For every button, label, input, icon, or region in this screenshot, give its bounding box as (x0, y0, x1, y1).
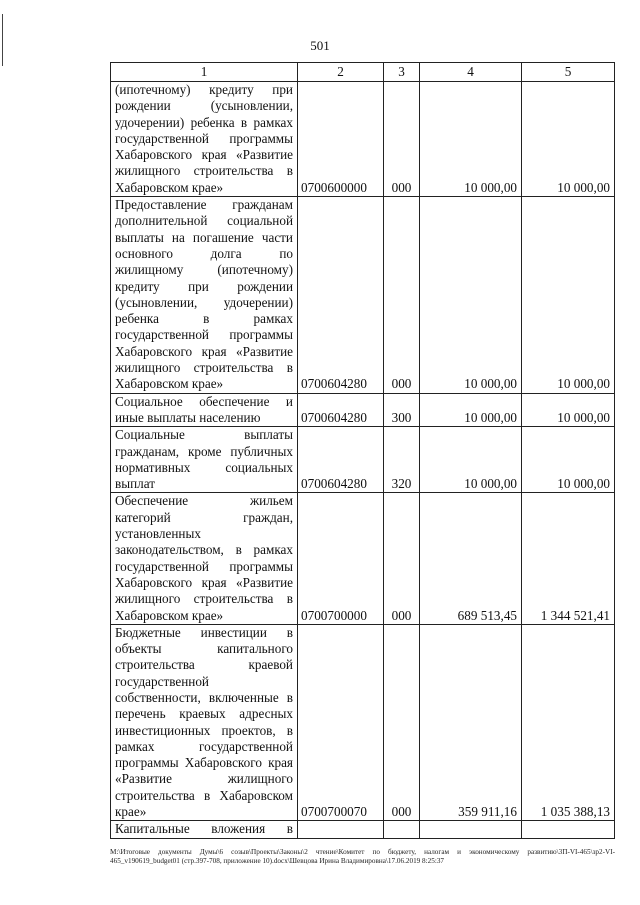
table-row (111, 197, 615, 394)
row-code: 0700604280 (298, 197, 384, 394)
row-sum-2020: 10 000,00 (522, 197, 615, 394)
table-row (111, 82, 615, 197)
page-number: 501 (310, 38, 330, 53)
row-sum-2020 (522, 821, 615, 838)
table-header-row (111, 63, 615, 82)
header-col-4: 4 (420, 63, 522, 82)
table-row (111, 493, 615, 624)
row-name: Предоставление гражданам дополнительной социальной выплаты на погашение части основного долга по жилищному (ипотечному) кредиту при рождении (усыновлении, удочерении) ребенка в рамках государственной программы Хабаровского края «Развитие жилищного строительства в Хабаровском крае» (111, 197, 298, 394)
row-sum-2020: 10 000,00 (522, 82, 615, 197)
header-col-5: 5 (522, 63, 615, 82)
row-type: 000 (384, 197, 420, 394)
row-code: 0700700070 (298, 624, 384, 821)
row-type (384, 821, 420, 838)
row-sum-2019 (420, 821, 522, 838)
row-sum-2020: 1 035 388,13 (522, 624, 615, 821)
row-type: 000 (384, 624, 420, 821)
table-row (111, 624, 615, 821)
table-row (111, 393, 615, 427)
table-row (111, 821, 615, 838)
row-type: 000 (384, 82, 420, 197)
file-path-footer: M:\Итоговые документы Думы\6 созыв\Проекты\Законы\2 чтение\Комитет по бюджету, налогам и экономическому развитию\3П-VI-465\зр2-VI-465_v190619_budget01 (стр.397-708, приложение 10).docx\Шевцова Ирина Владимировна\17.06.2019 8:25:37 (110, 848, 615, 865)
row-code: 0700700000 (298, 493, 384, 624)
row-sum-2019: 10 000,00 (420, 393, 522, 427)
row-name: Капитальные вложения в (111, 821, 298, 838)
row-sum-2020: 10 000,00 (522, 427, 615, 493)
row-sum-2019: 10 000,00 (420, 197, 522, 394)
row-code: 0700600000 (298, 82, 384, 197)
row-code (298, 821, 384, 838)
row-name: Обеспечение жильем категорий граждан, установленных законодательством, в рамках государственной программы Хабаровского края «Развитие жилищного строительства в Хабаровском крае» (111, 493, 298, 624)
row-sum-2019: 10 000,00 (420, 82, 522, 197)
row-sum-2019: 359 911,16 (420, 624, 522, 821)
header-col-1: 1 (111, 63, 298, 82)
budget-table (110, 62, 615, 839)
row-type: 320 (384, 427, 420, 493)
header-col-2: 2 (298, 63, 384, 82)
row-code: 0700604280 (298, 427, 384, 493)
row-sum-2020: 1 344 521,41 (522, 493, 615, 624)
row-name: Социальное обеспечение и иные выплаты населению (111, 393, 298, 427)
row-name: Социальные выплаты гражданам, кроме публичных нормативных социальных выплат (111, 427, 298, 493)
row-name: Бюджетные инвестиции в объекты капитального строительства краевой государственной собственности, включенные в перечень краевых адресных инвестиционных проектов, в рамках государственной программы Хабаровского края «Развитие жилищного строительства в Хабаровском крае» (111, 624, 298, 821)
row-sum-2019: 689 513,45 (420, 493, 522, 624)
header-col-3: 3 (384, 63, 420, 82)
row-sum-2020: 10 000,00 (522, 393, 615, 427)
row-name: (ипотечному) кредиту при рождении (усыновлении, удочерении) ребенка в рамках государственной программы Хабаровского края «Развитие жилищного строительства в Хабаровском крае» (111, 82, 298, 197)
row-sum-2019: 10 000,00 (420, 427, 522, 493)
row-type: 300 (384, 393, 420, 427)
row-code: 0700604280 (298, 393, 384, 427)
row-type: 000 (384, 493, 420, 624)
table-row (111, 427, 615, 493)
